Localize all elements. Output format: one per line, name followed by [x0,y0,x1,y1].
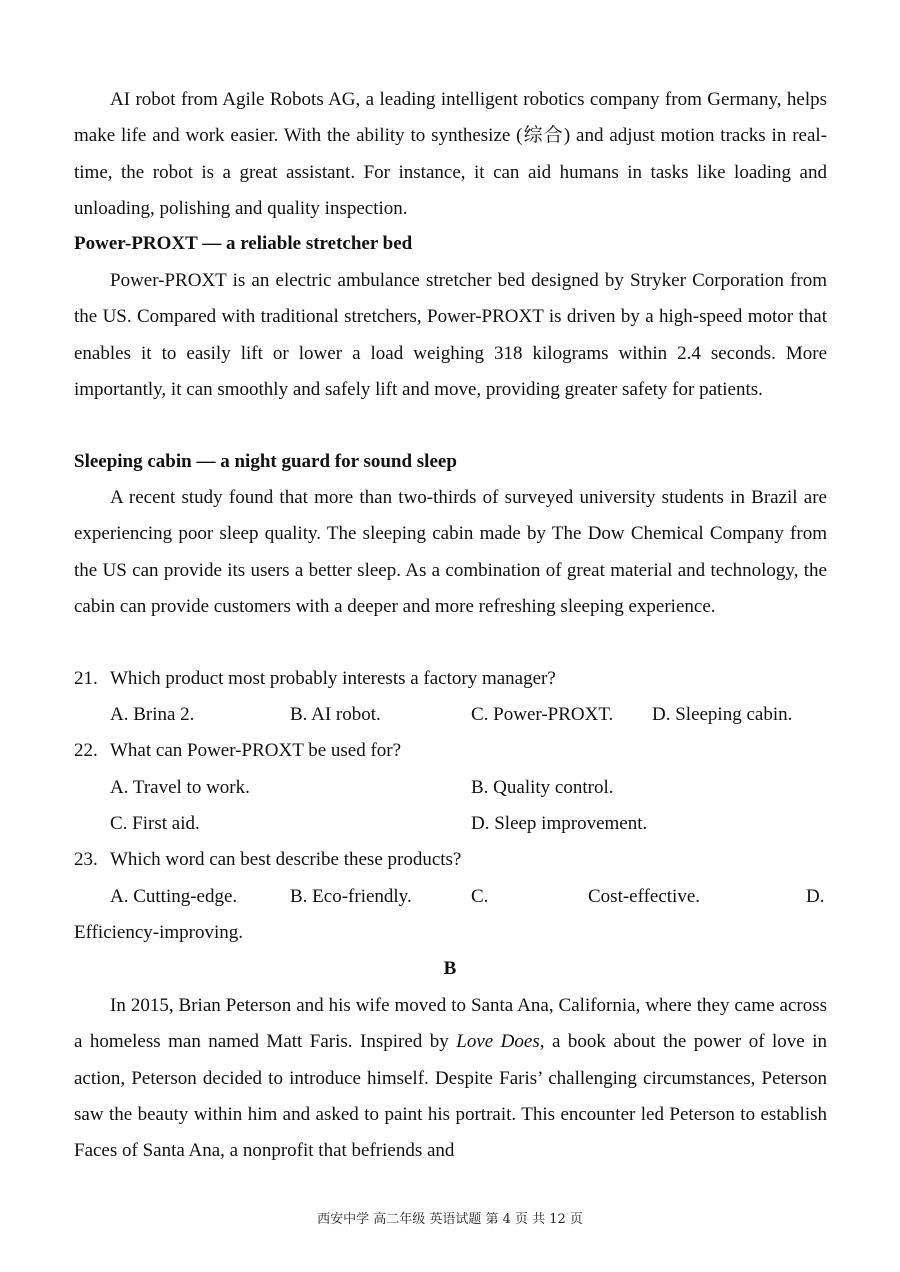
question-23-text: Which word can best describe these products? [110,849,462,870]
section-b-label: B [443,958,457,979]
question-22-option-d: D. Sleep improvement. [471,813,648,834]
question-21-option-b: B. AI robot. [290,704,381,725]
power-proxt-paragraph: Power-PROXT is an electric ambulance stretcher bed designed by Stryker Corporation from the US. Compared with traditional stretchers, Power-PROXT is driven by a high-speed motor that enables it to easily lift or lower a load weighing 318 kilograms within 2.4 seconds. More importantly, it can smoothly and safely lift and move, providing greater safety for patients. [74,270,827,400]
sleeping-cabin-heading: Sleeping cabin — a night guard for sound sleep [74,451,457,472]
question-22-option-a: A. Travel to work. [110,777,250,798]
question-23-option-d-letter: D. [806,886,825,907]
sleeping-cabin-paragraph: A recent study found that more than two-thirds of surveyed university students in Brazil are experiencing poor sleep quality. The sleeping cabin made by The Dow Chemical Company from the US can provide its users a better sleep. As a combination of great material and technology, the cabin can provide customers with a deeper and more refreshing sleeping experience. [74,487,827,617]
question-22-number: 22. [74,740,98,761]
question-22-text: What can Power-PROXT be used for? [110,740,402,761]
question-22-option-c: C. First aid. [110,813,200,834]
question-22-option-b: B. Quality control. [471,777,614,798]
question-23-number: 23. [74,849,98,870]
ai-robot-paragraph: AI robot from Agile Robots AG, a leading intelligent robotics company from Germany, helps make life and work easier. With the ability to synthesize (综合) and adjust motion tracks in real-time, the robot is a great assistant. For instance, it can aid humans in tasks like loading and unloading, polishing and quality inspection. [74,89,827,219]
page-footer: 西安中学 高二年级 英语试题 第 4 页 共 12 页 [317,1212,583,1227]
section-b-text-start: In 2015, Brian Peterson and his wife moved to Santa Ana, California, where they came across a homeless man named Matt Faris. Inspired by [74,995,827,1053]
question-23-option-c-text: Cost-effective. [588,886,701,907]
question-21-option-a: A. Brina 2. [110,704,195,725]
question-21-number: 21. [74,668,98,689]
book-title: Love Does [456,1031,540,1053]
question-23-option-b: B. Eco-friendly. [290,886,412,907]
question-21-option-c: C. Power-PROXT. [471,704,614,725]
power-proxt-heading: Power-PROXT — a reliable stretcher bed [74,233,413,254]
question-23-option-c-letter: C. [471,886,489,907]
section-b-paragraph [74,988,827,1169]
question-23-option-a: A. Cutting-edge. [110,886,238,907]
question-21-option-d: D. Sleeping cabin. [652,704,793,725]
question-23-option-d-text: Efficiency-improving. [74,922,244,943]
section-b-text-end: , a book about the power of love in action, Peterson decided to introduce himself. Despite Faris’ challenging circumstances, Peterson saw the beauty within him and asked to paint his portrait. This encounter led Peterson to establish Faces of Santa Ana, a nonprofit that befriends and [74,1031,828,1162]
question-21-text: Which product most probably interests a factory manager? [110,668,556,689]
